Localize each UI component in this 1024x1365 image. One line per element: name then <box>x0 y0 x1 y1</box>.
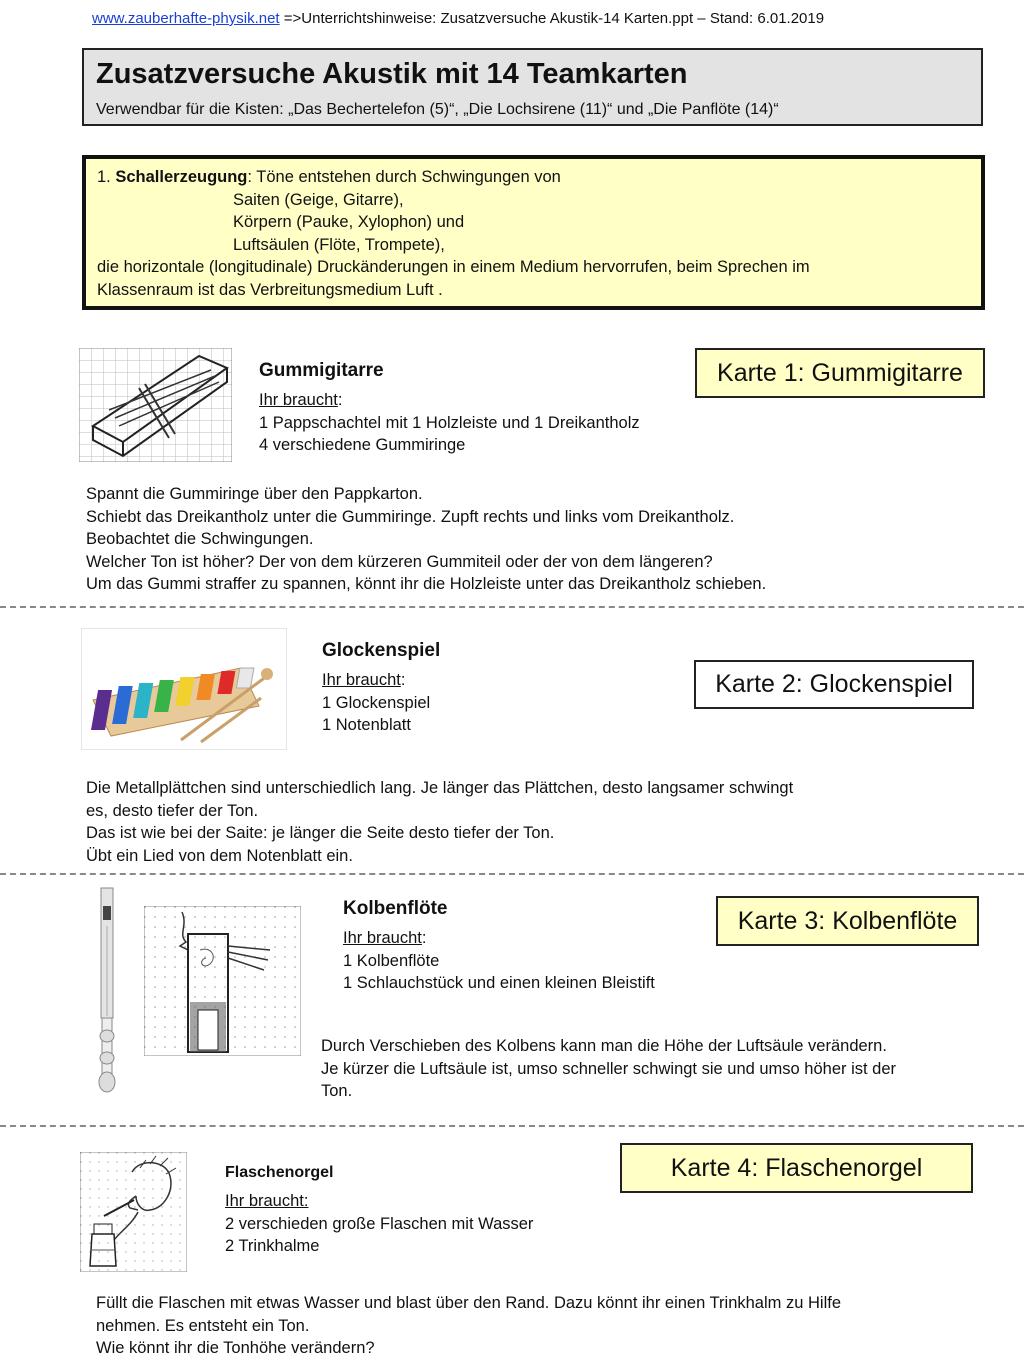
header-info: =>Unterrichtshinweise: Zusatzversuche Akustik-14 Karten.ppt – Stand: 6.01.2019 <box>279 10 825 27</box>
card-4-item: 2 Trinkhalme <box>225 1237 320 1255</box>
card-1-label: Karte 1: Gummigitarre <box>695 348 985 398</box>
intro-line-6: Klassenraum ist das Verbreitungsmedium Luft . <box>97 280 443 299</box>
bottle-organ-sketch <box>80 1152 187 1272</box>
card-divider <box>0 606 1024 608</box>
slide-whistle-photo <box>93 886 121 1104</box>
card-1-text: Spannt die Gummiringe über den Pappkarton. <box>86 485 423 503</box>
glockenspiel-photo <box>81 628 287 750</box>
intro-line-5: die horizontale (longitudinale) Druckänderungen in einem Medium hervorrufen, beim Sprechen im <box>97 258 810 276</box>
card-3-item: 1 Schlauchstück und einen kleinen Bleistift <box>343 974 655 992</box>
intro-box <box>82 155 985 310</box>
page-subtitle: Verwendbar für die Kisten: „Das Bechertelefon (5)“, „Die Lochsirene (11)“ und „Die Panflöte (14)“ <box>96 101 779 118</box>
card-2-text: es, desto tiefer der Ton. <box>86 801 259 820</box>
card-1-text: Schiebt das Dreikantholz unter die Gummiringe. Zupft rechts und links vom Dreikantholz. <box>86 507 735 526</box>
card-3-item: 1 Kolbenflöte <box>343 951 440 970</box>
card-2-text: Das ist wie bei der Saite: je länger die Seite desto tiefer der Ton. <box>86 824 555 842</box>
card-1-item: 1 Pappschachtel mit 1 Holzleiste und 1 Dreikantholz <box>259 413 640 432</box>
card-3-text: Je kürzer die Luftsäule ist, umso schneller schwingt sie und umso höher ist der <box>321 1059 897 1078</box>
card-1-text: Beobachtet die Schwingungen. <box>86 530 314 548</box>
card-2-item: 1 Notenblatt <box>322 716 411 734</box>
card-3-heading: Kolbenflöte <box>343 898 448 919</box>
card-3-label: Karte 3: Kolbenflöte <box>716 896 979 946</box>
card-divider <box>0 873 1024 875</box>
rubber-guitar-sketch <box>79 348 232 462</box>
card-4-text: Wie könnt ihr die Tonhöhe verändern? <box>96 1339 375 1357</box>
card-4-need: Ihr braucht: <box>225 1192 309 1210</box>
card-divider <box>0 1125 1024 1127</box>
intro-line-1: 1. Schallerzeugung: Töne entstehen durch Schwingungen von <box>97 168 561 186</box>
title-box <box>82 48 983 126</box>
card-2-label: Karte 2: Glockenspiel <box>694 660 974 709</box>
card-4-item: 2 verschieden große Flaschen mit Wasser <box>225 1214 534 1233</box>
card-2-text: Die Metallplättchen sind unterschiedlich lang. Je länger das Plättchen, desto langsamer schwingt <box>86 779 794 797</box>
card-3-text: Durch Verschieben des Kolbens kann man die Höhe der Luftsäule verändern. <box>321 1037 887 1055</box>
card-1-text: Welcher Ton ist höher? Der von dem kürzeren Gummiteil oder der von dem längeren? <box>86 552 713 571</box>
document-header <box>92 10 824 27</box>
card-4-text: nehmen. Es entsteht ein Ton. <box>96 1316 310 1335</box>
card-4-text: Füllt die Flaschen mit etwas Wasser und blast über den Rand. Dazu könnt ihr einen Trinkhalm zu Hilfe <box>96 1294 841 1312</box>
website-link[interactable]: www.zauberhafte-physik.net <box>92 10 280 27</box>
card-2-heading: Glockenspiel <box>322 640 441 661</box>
card-1-text: Um das Gummi straffer zu spannen, könnt ihr die Holzleiste unter das Dreikantholz schieben. <box>86 575 767 593</box>
card-3-need: Ihr braucht: <box>343 929 427 947</box>
card-4-heading: Flaschenorgel <box>225 1164 334 1181</box>
intro-line-4: Luftsäulen (Flöte, Trompete), <box>233 235 445 254</box>
page-title: Zusatzversuche Akustik mit 14 Teamkarten <box>96 58 688 90</box>
card-1-need: Ihr braucht: <box>259 391 343 409</box>
card-1-item: 4 verschiedene Gummiringe <box>259 436 466 454</box>
intro-line-3: Körpern (Pauke, Xylophon) und <box>233 213 465 231</box>
card-4-label: Karte 4: Flaschenorgel <box>620 1143 973 1193</box>
card-2-item: 1 Glockenspiel <box>322 693 431 712</box>
card-1-heading: Gummigitarre <box>259 360 384 381</box>
intro-line-2: Saiten (Geige, Gitarre), <box>233 190 404 209</box>
card-2-text: Übt ein Lied von dem Notenblatt ein. <box>86 846 353 865</box>
slide-whistle-sketch <box>144 906 301 1056</box>
card-2-need: Ihr braucht: <box>322 671 406 689</box>
card-3-text: Ton. <box>321 1082 353 1100</box>
